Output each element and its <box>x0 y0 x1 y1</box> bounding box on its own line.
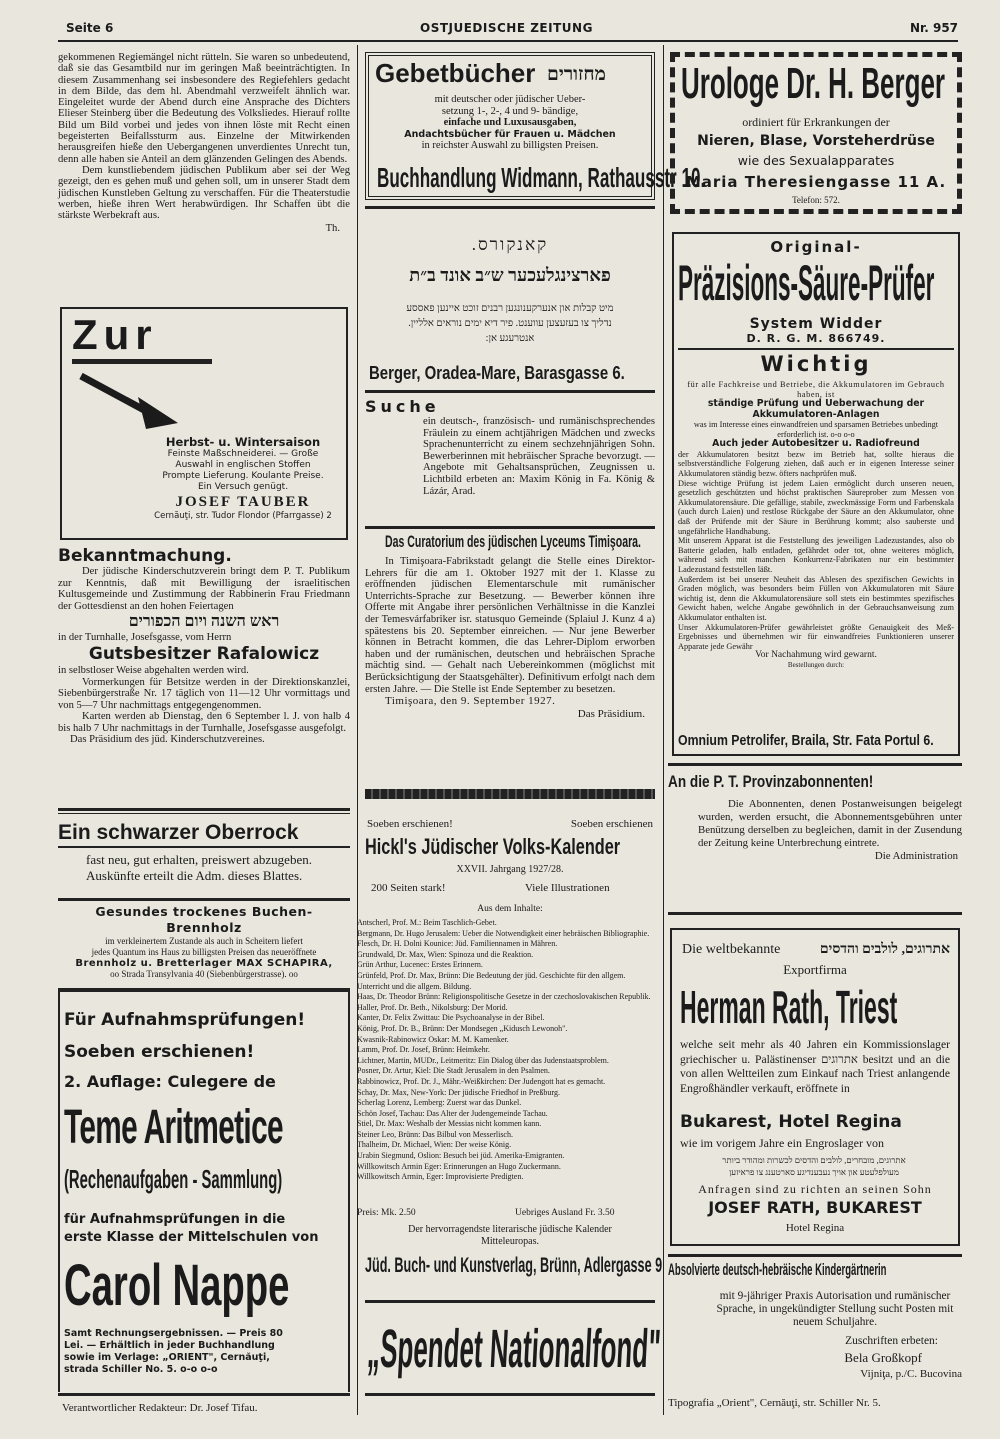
kalender-left: Soeben erschienen! <box>367 818 453 830</box>
rath-ad <box>670 928 960 1246</box>
rath-hebrew-3: מעולפלעטע און אויך נעבענדיגע סארטענג צו פראיזען <box>729 1167 899 1177</box>
gebetbuecher-ad <box>365 52 706 200</box>
pruefer-l7: Mit unserem Apparat ist die Feststellung des jeweiligen Ladezustandes, also ob Batterie geladen, halb entladen, gefährdet oder tot, ohne weiteres möglich, während sich mit manchen Konkurrenz-Fabrikaten nur ein bestimmter Ladezustand feststellen läßt. <box>678 536 954 574</box>
kalender-list-item: Lichtner, Martin, MUDr., Leitmeritz: Ein Dialog über das Judenstaatsproblem. <box>357 1055 609 1065</box>
tauber-headline-bar <box>72 359 212 364</box>
kalender-list-item: Bergmann, Dr. Hugo Jerusalem: Ueber die Notwendigkeit einer hebräischen Bibliographie. <box>357 928 650 938</box>
responsible-editor: Verantwortlicher Redakteur: Dr. Josef Tifau. <box>62 1402 258 1414</box>
tauber-name: JOSEF TAUBER <box>175 494 311 510</box>
rath-city: Bukarest, Hotel Regina <box>680 1112 902 1132</box>
pruefer-title: Präzisions-Säure-Prüfer <box>678 255 935 311</box>
arrow-icon <box>76 371 216 431</box>
separator <box>58 898 350 901</box>
tauber-line-4: Ein Versuch genügt. <box>197 482 289 492</box>
bekanntmachung-hebrew: ראש השנה ויום הכפורים <box>128 613 280 630</box>
bekanntmachung-sign: Das Präsidium des jüd. Kinderschutzvereines. <box>70 734 265 745</box>
bekanntmachung-text-4: Vormerkungen für Betsitze werden in der Direktionskanzlei, Siebenbürgerstraße Nr. 17 täglich von 11—12 Uhr vormittags und von 5—7 Uhr nachmittags entgegengenommen. <box>58 676 350 711</box>
suche-text: ein deutsch-, französisch- und rumänischsprechendes Fräulein zu einem achtjährigen Mädchen und zwecks Sprachenunterricht zu einem sechzehnjährigen Sohn. Bewerberinnen mit hebräischer Sprache bevorzugt. — Angebote mit Gehaltsansprüchen, Zeugnissen u. Lichtbild erbeten an: Maxim König in Fa. König & Lázár, Arad. <box>423 416 655 497</box>
nappe-title: Teme Aritmetice <box>64 1101 283 1154</box>
kalender-list-item: Grünfeld, Prof. Dr. Max, Brünn: Die Bedeutung der jüd. Geschichte für den allgem. Unterricht und die allgem. Bildung. <box>357 970 626 991</box>
tauber-address: Cernăuţi, str. Tudor Flondor (Pfarrgasse) 2 <box>154 511 332 521</box>
oberrock-title: Ein schwarzer Oberrock <box>58 820 350 848</box>
pruefer-system: System Widder <box>749 316 883 332</box>
berger-hebrew-3: מיט קבלות און אנערקענונגען רבנים זוכט איינען פאססע <box>406 303 614 314</box>
kalender-list-item: Rabbinowicz, Prof. Dr. J., Mähr.-Weißkirchen: Der Judengott hat es gemacht. <box>357 1076 606 1086</box>
gebet-line-4: Andachtsbücher für Frauen u. Mädchen <box>404 128 616 140</box>
tauber-info <box>142 435 344 522</box>
oberrock-ad <box>58 820 350 890</box>
bekanntmachung-title: Bekanntmachung. <box>58 546 232 566</box>
oberrock-line-1: fast neu, gut erhalten, preiswert abzugeben. <box>86 852 312 867</box>
pruefer-l4: Auch jeder Autobesitzer u. Radiofreund <box>712 438 920 450</box>
kalender-list-item: König, Prof. Dr. B., Brünn: Der Mondsegen „Kidusch Lewonoh". <box>357 1023 568 1033</box>
separator <box>365 789 655 799</box>
nappe-border-left <box>58 992 60 1392</box>
berger-urologe-title: Urologe Dr. H. Berger <box>681 59 945 108</box>
kalender-list-item: Willkowitsch Armin, Eger: Improvisierte Predigten. <box>357 1172 524 1182</box>
kinder-text: mit 9-jähriger Praxis Autorisation und rumänischer Sprache, in ungekündigter Stellung sucht Posten mit neuem Schuljahre. <box>716 1290 954 1328</box>
gebet-shop: Buchhandlung Widmann, Rathausstr 10. <box>377 162 706 193</box>
kalender-list-item: Thalheim, Dr. Michael, Wien: Der weise König. <box>357 1140 512 1150</box>
gebet-line-3: einfache und Luxusausgaben, <box>443 117 577 128</box>
kalender-list-item: Flesch, Dr. H. Dolni Kounice: Jüd. Familiennamen in Mähren. <box>357 939 558 949</box>
nappe-line-7: Lei. — Erhältlich in jeder Buchhandlung <box>64 1340 275 1351</box>
separator <box>365 526 655 529</box>
column-divider-2 <box>663 45 664 1415</box>
kalender-list-item: Grün Arthur, Lucenec: Erstes Erinnern. <box>357 960 483 970</box>
berger-hebrew-4: נדליך צו בעזעצען עווענט. פיר דיא ימים נוראים אלליין. <box>408 318 612 329</box>
kinder-place: Vijniţa, p./C. Bucovina <box>860 1368 962 1380</box>
brennholz-line-2: jedes Quantum ins Haus zu billigsten Preisen das neueröffnete <box>91 947 317 957</box>
kalender-list-item: Schay, Dr. Max, New-York: Der jüdische Friedhof in Preßburg. <box>357 1087 560 1097</box>
tauber-line-3: Prompte Lieferung. Koulante Preise. <box>162 471 324 481</box>
brennholz-line-4: oo Strada Transylvania 40 (Siebenbürgerstrasse). oo <box>110 969 298 979</box>
provinz-text: Die Abonnenten, denen Postanweisungen beigelegt wurden, werden ersucht, die Abonnementsgebühren unter Benützung derselben zu begleichen, damit in der Zusendung der Zeitung keine Unterbrechung eintrete. <box>698 798 962 849</box>
nappe-line-1: Für Aufnahmsprüfungen! <box>64 1010 306 1030</box>
kalender-list-item: Haas, Dr. Theodor Brünn: Religionspolitische Gesetze in der czechoslovakischen Republik. <box>357 992 651 1002</box>
pruefer-l3: was im Interesse eines einwandfreien und sparsamen Betriebes unbedingt erforderlich ist. o-o o-o <box>693 420 939 439</box>
nappe-author: Carol Nappe <box>64 1253 290 1318</box>
bekanntmachung-text-5: Karten werden ab Dienstag, den 6 September l. J. von halb 4 bis halb 7 Uhr nachmittags in der Turnhalle, Josefsgasse ausgefolgt. <box>58 711 350 734</box>
berger-oradea-ad <box>365 206 655 388</box>
berger-hebrew-5: אנטרעגע אן: <box>485 333 535 344</box>
kalender-list-item: Kanter, Dr. Felix Zwittau: Die Psychoanalyse in der Bibel. <box>357 1013 545 1023</box>
article-paragraph-2: Dem kunstliebendem jüdischen Publikum aber sei der Weg gezeigt, den es gehen muß und gehen soll, um in unserer Stadt dem jüdischen Kunstleben Geltung zu verschaffen. Für die Theaterstudie werben, hieße ihren Wert herabwürdigen. Ihr Schaffen übt die stärkste Werbekraft aus. <box>58 164 350 222</box>
pruefer-l11: Bestellungen durch: <box>787 660 845 669</box>
separator <box>365 390 655 393</box>
berger-urologe-address: Maria Theresiengasse 11 A. <box>685 173 947 191</box>
pruefer-patent: D. R. G. M. 866749. <box>746 332 886 345</box>
kalender-year: XXVII. Jahrgang 1927/28. <box>456 864 564 875</box>
rath-hebrew-1: אתרוגים, לולבים והדסים <box>819 942 950 957</box>
pruefer-l9: Unser Akkumulatoren-Prüfer gewährleistet größte Genauigkeit des Meß-Ergebnisses und übernehmen wir für einwandfreies Funktionieren unserer Apparate jede Gewähr <box>678 622 954 651</box>
rath-line-2: Exportfirma <box>783 962 847 977</box>
separator <box>668 912 962 915</box>
kalender-list-item: Steiner Leo, Brünn: Das Bilbul von Messerlisch. <box>357 1129 513 1139</box>
pruefer-l8: Außerdem ist bei unserer Neuheit das Ablesen des spezifischen Gewichts in Graden möglich, was besonders beim Füllen von Akkumulatoren mit Säure wichtig ist, denn die Akkumulatorensäure soll stets ein bestimmtes spezifisches Gewicht haben, welche Angabe gewöhnlich in der Gebrauchsanweisung zum Akkumulator enthalten ist. <box>678 574 954 622</box>
kalender-pages: 200 Seiten stark! <box>371 882 446 894</box>
nappe-line-5: erste Klasse der Mittelschulen von <box>64 1230 319 1245</box>
kalender-ad <box>357 806 663 1306</box>
kalender-illus: Viele Illustrationen <box>525 882 610 894</box>
article-paragraph-1: gekommenen Regiemängel nicht rütteln. Sie waren so unbedeutend, daß sie das Gesamtbild nur im geringen Maß beeinträchtigten. In diesem Zusammenhang sei insbesondere des Regiefehlers gedacht in dem Bilde, das dem hl. Abendmahl verzweifelt ähnlich war. Eingeleitet wurde der Abend durch eine Ansprache des Dichters Elieser Steinberg über die Bedeutung des Volksliedes. Hierauf rollte Bild um Bild vorbei und jedes von ihnen löste mit Recht einen begeisterten Beifallssturm aus. Einzelne der Mitwirkenden herausgreifen hieße den Uebergangenen unverdientes Unrecht tun, denn alle haben sie Anteil an dem glänzenden Gelingen des Abends. <box>58 52 350 165</box>
kalender-footer-2: Mitteleuropas. <box>480 1236 540 1247</box>
kalender-title: Hickl's Jüdischer Volks-Kalender <box>365 834 621 859</box>
pruefer-l10: Vor Nachahmung wird gewarnt. <box>755 650 877 661</box>
pruefer-l2: ständige Prüfung und Ueberwachung der Akkumulatoren-Anlagen <box>707 398 925 420</box>
kalender-footer-1: Der hervorragendste literarische jüdische Kalender <box>408 1224 612 1235</box>
tauber-line-1: Feinste Maßschneiderei. — Große <box>167 449 319 459</box>
kalender-contents-list <box>357 918 653 1183</box>
tauber-line-2: Auswahl in englischen Stoffen <box>175 460 311 470</box>
printer-imprint: Tipografia „Orient", Cernăuţi, str. Schiller Nr. 5. <box>668 1397 881 1409</box>
oberrock-line-2: Auskünfte erteilt die Adm. dieses Blattes. <box>86 868 303 883</box>
kalender-list-item: Lamm, Prof. Dr. Josef, Brünn: Heimkehr. <box>357 1045 490 1055</box>
nappe-subtitle: (Rechenaufgaben - Sammlung) <box>64 1164 283 1194</box>
lyceum-date: Timişoara, den 9. September 1927. <box>385 695 556 708</box>
kalender-right: Soeben erschienen <box>570 818 653 830</box>
kalender-list-item: Stiel, Dr. Max: Weshalb der Messias nicht kommen kann. <box>357 1119 542 1129</box>
bekanntmachung-text-3: in selbstloser Weise abgehalten werden wird. <box>58 665 249 676</box>
masthead: OSTJUEDISCHE ZEITUNG <box>420 21 593 35</box>
kinder-name: Bela Großkopf <box>844 1350 922 1365</box>
nappe-line-3: 2. Auflage: Culegere de <box>64 1072 276 1091</box>
nappe-border-right <box>348 992 350 1392</box>
provinz-title: An die P. T. Provinzabonnenten! <box>668 772 874 791</box>
bekanntmachung-notice <box>58 546 350 802</box>
spendet-title: „Spendet Nationalfond" <box>365 1319 663 1379</box>
header-rule <box>58 40 958 42</box>
berger-hebrew-2: פארצינגלעכער ש״ב אונד ב״ת <box>409 265 611 285</box>
nappe-line-8: sowie im Verlage: „ORIENT", Cernăuţi, <box>64 1352 270 1363</box>
brennholz-ad <box>58 904 350 982</box>
tauber-ad <box>60 307 348 540</box>
pruefer-l5: der Akkumulatoren besitzt bezw im Betrieb hat, sollte hieraus die selbstverständliche Folgerung ziehen, daß auch er in eigenen Interesse seiner Akkumulatoren ständig bezw. öfters nachprüfen muß. <box>678 449 954 479</box>
gebet-line-1: mit deutscher oder jüdischer Ueber- <box>434 94 586 105</box>
berger-address: Berger, Oradea-Mare, Barasgasse 6. <box>369 363 625 383</box>
gebet-line-5: in reichster Auswahl zu billigsten Preisen. <box>421 140 599 151</box>
provinz-sign: Die Administration <box>874 850 958 862</box>
issue-number: Nr. 957 <box>910 21 959 35</box>
nappe-ad <box>58 988 350 1396</box>
kalender-list-item: Urabin Siegmund, Oslion: Besuch bei jüd. Amerika-Emigranten. <box>357 1151 565 1161</box>
pruefer-pre: Original- <box>770 238 862 256</box>
gebet-hebrew: מחזורים <box>547 64 606 85</box>
tauber-season: Herbst- u. Wintersaison <box>165 435 321 449</box>
rath-hotel: Hotel Regina <box>785 1222 845 1234</box>
lyceum-title: Das Curatorium des jüdischen Lyceums Timişoara. <box>385 532 641 551</box>
suche-ad <box>365 398 655 520</box>
rath-hebrew-2: אתרוגים, מובחרים, לולבים והדסים לכשרות ומהודר ביותר <box>722 1155 906 1165</box>
suche-title: Suche <box>365 397 440 416</box>
rath-name: Herman Rath, Triest <box>680 981 898 1033</box>
lyceum-sign: Das Präsidium. <box>577 708 645 721</box>
pruefer-l1: für alle Fachkreise und Betriebe, die Akkumulatoren im Gebrauch haben, ist <box>687 380 945 399</box>
gebet-line-2: setzung 1-, 2-, 4 und 9- bändige, <box>441 105 579 117</box>
rath-son: JOSEF RATH, BUKAREST <box>708 1198 922 1217</box>
kalender-ausland: Uebriges Ausland Fr. 3.50 <box>515 1208 615 1218</box>
nappe-line-6: Samt Rechnungsergebnissen. — Preis 80 <box>64 1328 283 1339</box>
rath-anfrag: Anfragen sind zu richten an seinen Sohn <box>698 1182 932 1196</box>
nappe-line-4: für Aufnahmsprüfungen in die <box>64 1212 286 1227</box>
kindergaertnerin-ad <box>668 1260 962 1390</box>
pruefer-wichtig: Wichtig <box>760 352 872 376</box>
berger-urologe-ad <box>670 52 962 214</box>
brennholz-line-1: im verkleinertem Zustande als auch in Scheitern liefert <box>105 936 303 946</box>
tauber-headline: Zur <box>72 311 158 358</box>
separator <box>668 1254 962 1257</box>
rath-text-2: wie im vorigem Jahre ein Engroslager von <box>680 1136 884 1150</box>
berger-urologe-line-1: ordiniert für Erkrankungen der <box>742 115 890 129</box>
rath-text: welche seit mehr als 40 Jahren ein Kommissionslager griechischer u. Palästinenser אתרוגים besitzt und an die von allen Weltteilen zum Einkauf nach Triest anlangende Engroßhändler verkauft, eröffnete in <box>680 1038 950 1095</box>
gebet-title: Gebetbücher <box>375 58 536 88</box>
kalender-preis: Preis: Mk. 2.50 <box>357 1208 416 1218</box>
separator <box>668 763 962 766</box>
separator <box>58 813 350 814</box>
separator <box>365 1300 655 1303</box>
pruefer-ad <box>672 232 960 756</box>
kalender-verlag: Jüd. Buch- und Kunstverlag, Brünn, Adlergasse 9 <box>365 1254 663 1277</box>
brennholz-title: Gesundes trockenes Buchen-Brennholz <box>95 904 313 935</box>
spendet-ad <box>365 1306 663 1396</box>
rath-line-1: Die weltbekannte <box>682 942 781 957</box>
nappe-line-2: Soeben erschienen! <box>64 1042 255 1062</box>
lyceum-notice <box>365 532 655 780</box>
kalender-list-item: Antscherl, Prof. M.: Beim Taschlich-Gebet. <box>357 918 497 927</box>
kalender-list-item: Willkowitsch Armin Eger: Erinnerungen an Hugo Zuckermann. <box>357 1161 561 1171</box>
kinder-title: Absolvierte deutsch-hebräische Kindergärtnerin <box>668 1260 887 1279</box>
provinz-notice <box>668 772 962 912</box>
kalender-list-item: Scherlag Lorenz, Lemberg: Zuerst war das Dunkel. <box>357 1098 522 1108</box>
pruefer-rule <box>678 348 954 350</box>
pruefer-address: Omnium Petrolifer, Braila, Str. Fata Portul 6. <box>678 732 934 749</box>
kinder-zuschr: Zuschriften erbeten: <box>845 1335 938 1347</box>
kalender-list-item: Posner, Dr. Artur, Kiel: Die Stadt Jerusalem in den Psalmen. <box>357 1066 550 1076</box>
nappe-line-9: strada Schiller No. 5. o-o o-o <box>64 1364 218 1375</box>
berger-hebrew-1: קאנקורס. <box>471 235 549 254</box>
berger-urologe-line-2: Nieren, Blase, Vorsteherdrüse <box>697 133 935 149</box>
kalender-list-item: Schön Josef, Tachau: Das Alter der Judengemeinde Tachau. <box>357 1108 548 1118</box>
brennholz-line-3: Brennholz u. Bretterlager MAX SCHAPIRA, <box>75 958 333 969</box>
article-continuation <box>58 52 350 300</box>
kalender-list-item: Haller, Prof. Dr. Beth., Nikolsburg: Der Morid. <box>357 1002 508 1012</box>
kalender-list-item: Grundwald, Dr. Max, Wien: Spinoza und die Reaktion. <box>357 949 534 959</box>
pruefer-l6: Diese wichtige Prüfung ist jedem Laien ermöglicht durch unseren neuen, gesetzlich geschützten und höchst praktischen Säureprober zum Messen von Akkumulatorensäure. Die gefällige, stabile, zweckmässige Form und Farbenskala (auch durch Laien) und restlose Rückgabe der Säure an den Akkumulator, ohne daß der Prüfende mit der Säure in Berührung kommt; also sauberste und ungefährliche Handhabung. <box>678 478 954 536</box>
page-number: Seite 6 <box>66 21 114 35</box>
kalender-list-item: Kwasnik-Rabinowicz Oskar: M. M. Kamenker. <box>357 1034 509 1044</box>
bekanntmachung-name: Gutsbesitzer Rafalowicz <box>88 644 320 664</box>
bekanntmachung-text-1: Der jüdische Kinderschutzverein bringt dem P. T. Publikum zur Kenntnis, daß mit Bewilligung der israelitischen Kultusgemeinde und Zustimmung der Rabbinerin Frau Friedmann der Gottesdienst an den hohen Feiertagen <box>58 566 350 612</box>
article-signature: Th. <box>325 223 340 235</box>
berger-urologe-phone: Telefon: 572. <box>792 195 840 205</box>
lyceum-text: In Timişoara-Fabrikstadt gelangt die Stelle eines Direktor-Lehrers für die am 1. Oktober 1927 mit der 1. Klasse zu eröffnenden jüdischen Elementarschule mit rumänischer Unterrichts-Sprache zur Besetzung. — Bewerber können ihre Offerte mit Angabe ihrer persönlichen Verhältnisse in die Kanzlei der Temesvárfabriker isr. statusquo Gemeinde (Splaiul J. Kunz 4 a) spätestens bis 20. September einreichen. — Nur jene Bewerber können in Betracht kommen, die das Lehrer-Diplom erworben haben und der rumänischen, deutschen und hebräischen Sprache mächtig sind. — Gehalt nach Uebereinkommen (möglichst mit Berücksichtigung der Staatsgehälter). Definitivum erfolgt nach dem ersten Jahre. — Die Stelle ist Ende September zu besetzen. <box>365 556 655 695</box>
bekanntmachung-text-2: in der Turnhalle, Josefsgasse, vom Herrn <box>58 632 232 643</box>
separator <box>58 808 350 811</box>
kalender-inhalt: Aus dem Inhalte: <box>477 904 543 914</box>
berger-urologe-line-3: wie des Sexualapparates <box>737 153 895 168</box>
